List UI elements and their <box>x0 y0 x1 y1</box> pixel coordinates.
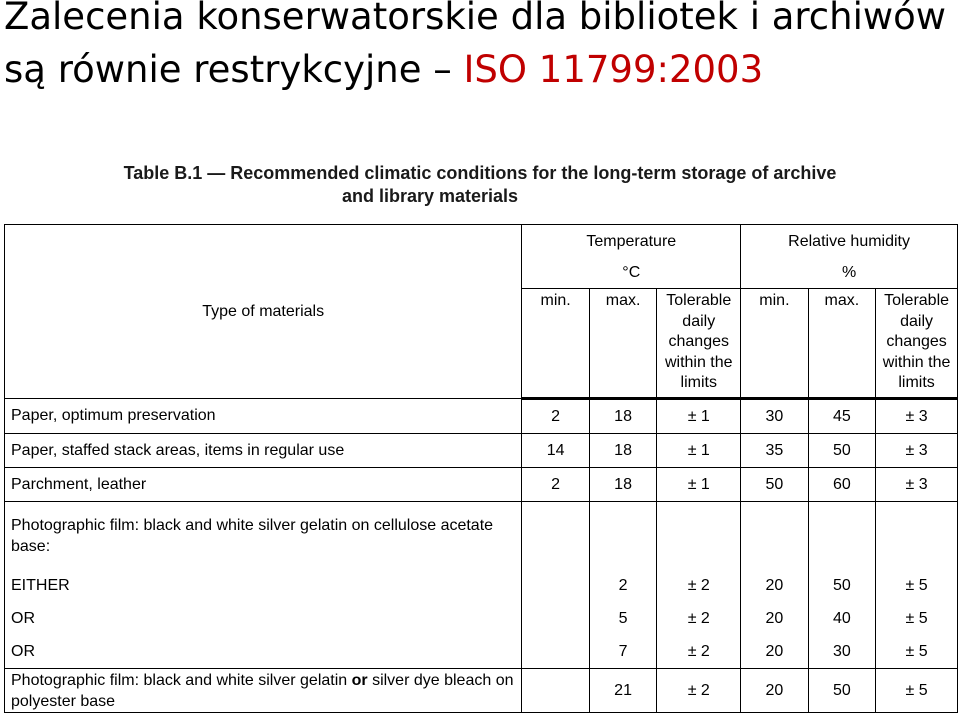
header-temp-tolerable: Tolerable daily changes within the limits <box>657 289 741 399</box>
temp-min: 2 <box>522 399 589 434</box>
table-row <box>5 635 958 669</box>
table-row <box>5 602 958 635</box>
title-line-2-text: są równie restrykcyjne – <box>4 48 464 91</box>
temp-min <box>522 569 589 602</box>
temp-tolerance: ± 2 <box>657 569 741 602</box>
table-row <box>5 669 958 713</box>
humidity-max: 30 <box>808 635 875 669</box>
temp-max: 7 <box>589 635 656 669</box>
humidity-min: 20 <box>741 635 808 669</box>
material-type: OR <box>5 602 522 635</box>
humidity-max: 45 <box>808 399 875 434</box>
iso-standard-label: ISO 11799:2003 <box>463 48 764 91</box>
title-line-1: Zalecenia konserwatorskie dla bibliotek i archiwów <box>4 0 947 38</box>
material-type: EITHER <box>5 569 522 602</box>
temp-max: 21 <box>589 669 656 713</box>
humidity-tolerance: ± 5 <box>876 669 958 713</box>
humidity-min <box>741 502 808 570</box>
humidity-tolerance <box>876 502 958 570</box>
table-caption <box>0 162 960 208</box>
climate-conditions-table <box>4 224 958 713</box>
temp-tolerance: ± 1 <box>657 434 741 468</box>
header-relative-humidity: Relative humidity <box>741 225 958 259</box>
temp-tolerance: ± 2 <box>657 602 741 635</box>
humidity-min: 20 <box>741 602 808 635</box>
material-type-or: or <box>351 671 368 689</box>
temp-tolerance: ± 2 <box>657 669 741 713</box>
humidity-tolerance: ± 5 <box>876 602 958 635</box>
temp-tolerance <box>657 502 741 570</box>
temp-tolerance: ± 1 <box>657 468 741 502</box>
material-type: OR <box>5 635 522 669</box>
table-row <box>5 502 958 570</box>
table-caption-line-1: Table B.1 — Recommended climatic conditions for the long-term storage of archive <box>123 163 837 183</box>
header-humidity-min: min. <box>741 289 808 399</box>
header-temp-max: max. <box>589 289 656 399</box>
temp-max: 18 <box>589 434 656 468</box>
table-row <box>5 569 958 602</box>
humidity-tolerance: ± 5 <box>876 635 958 669</box>
material-type: Parchment, leather <box>5 468 522 502</box>
humidity-min: 30 <box>741 399 808 434</box>
material-type: Paper, optimum preservation <box>5 399 522 434</box>
humidity-max: 50 <box>808 669 875 713</box>
humidity-tolerance: ± 5 <box>876 569 958 602</box>
header-type-of-materials: Type of materials <box>5 225 522 399</box>
temp-tolerance: ± 1 <box>657 399 741 434</box>
humidity-min: 20 <box>741 569 808 602</box>
temp-max: 18 <box>589 468 656 502</box>
climate-table-container <box>4 224 958 720</box>
slide-title <box>4 0 956 96</box>
temp-min <box>522 502 589 570</box>
temp-min: 14 <box>522 434 589 468</box>
humidity-tolerance: ± 3 <box>876 399 958 434</box>
temp-max <box>589 502 656 570</box>
humidity-tolerance: ± 3 <box>876 434 958 468</box>
humidity-tolerance: ± 3 <box>876 468 958 502</box>
table-row <box>5 399 958 434</box>
temp-min <box>522 635 589 669</box>
humidity-max: 50 <box>808 434 875 468</box>
humidity-max <box>808 502 875 570</box>
header-humidity-unit: % <box>741 258 958 289</box>
table-row <box>5 434 958 468</box>
temp-max: 18 <box>589 399 656 434</box>
temp-min <box>522 602 589 635</box>
material-type-part-1: Photographic film: black and white silver gelatin <box>11 671 352 689</box>
header-temperature: Temperature <box>522 225 741 259</box>
material-type <box>5 669 522 713</box>
header-temp-min: min. <box>522 289 589 399</box>
temp-min <box>522 669 589 713</box>
temp-max: 5 <box>589 602 656 635</box>
header-humidity-tolerable: Tolerable daily changes within the limits <box>876 289 958 399</box>
table-caption-line-2: and library materials <box>341 186 519 206</box>
material-type: Paper, staffed stack areas, items in regular use <box>5 434 522 468</box>
humidity-max: 60 <box>808 468 875 502</box>
humidity-max: 50 <box>808 569 875 602</box>
humidity-min: 50 <box>741 468 808 502</box>
temp-max: 2 <box>589 569 656 602</box>
humidity-min: 20 <box>741 669 808 713</box>
table-row <box>5 468 958 502</box>
material-type: Photographic film: black and white silver gelatin on cellulose acetate base: <box>5 502 522 570</box>
temp-min: 2 <box>522 468 589 502</box>
temp-tolerance: ± 2 <box>657 635 741 669</box>
header-temperature-unit: °C <box>522 258 741 289</box>
humidity-min: 35 <box>741 434 808 468</box>
humidity-max: 40 <box>808 602 875 635</box>
title-line-2 <box>4 43 956 96</box>
header-humidity-max: max. <box>808 289 875 399</box>
material-type-part-2: silver dye bleach on polyester base <box>11 671 514 710</box>
